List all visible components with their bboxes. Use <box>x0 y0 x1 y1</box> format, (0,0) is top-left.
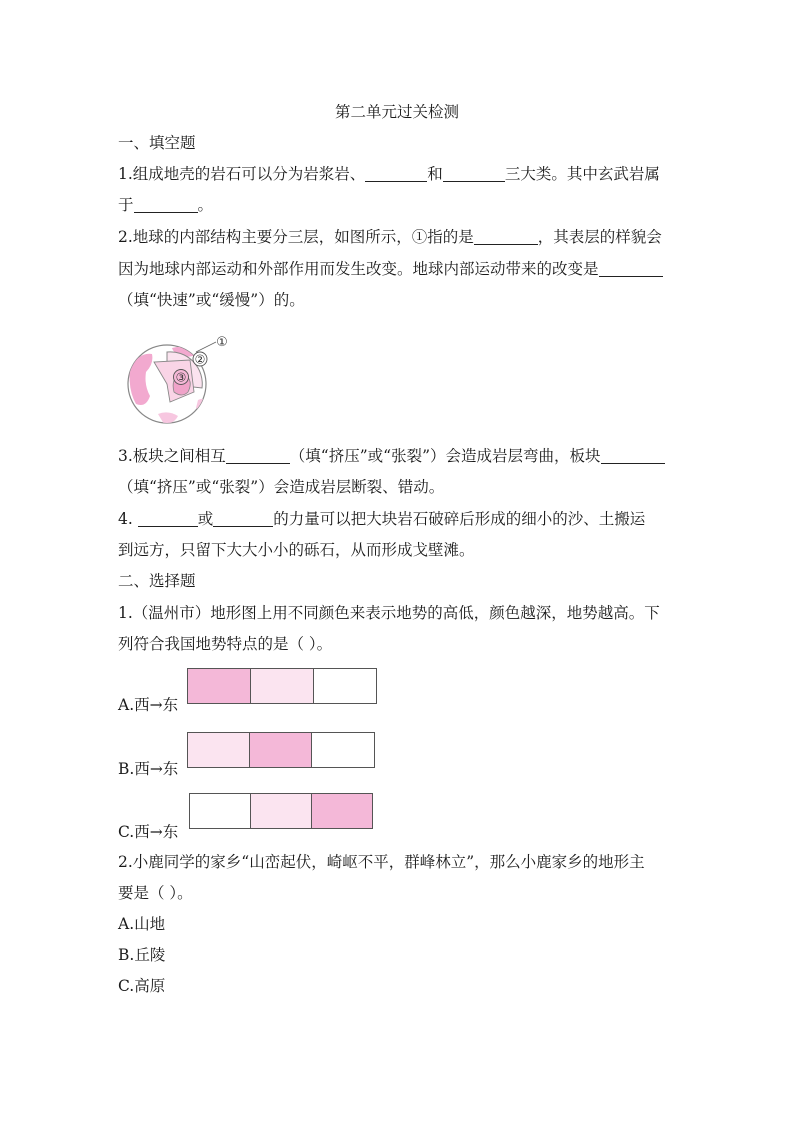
answer-blank[interactable] <box>443 165 505 182</box>
question-2-line-2 <box>118 256 678 282</box>
terrain-cell-west <box>190 794 251 828</box>
q1-text-d: 于 <box>118 196 134 214</box>
question-3-line-2: （填“挤压”或“张裂”）会造成岩层断裂、错动。 <box>118 478 445 496</box>
question-2-line-3: （填“快速”或“缓慢”）的。 <box>118 291 305 309</box>
option-hills[interactable]: B.丘陵 <box>118 946 166 964</box>
section-heading-fill-in: 一、填空题 <box>118 134 196 152</box>
option-plateau[interactable]: C.高原 <box>118 977 166 995</box>
earth-structure-figure <box>124 330 234 434</box>
question-4-line-1 <box>118 506 678 532</box>
answer-blank[interactable] <box>134 196 198 213</box>
answer-blank[interactable] <box>226 447 290 464</box>
question-4-line-2: 到远方，只留下大大小小的砾石，从而形成戈壁滩。 <box>118 541 475 559</box>
terrain-cell-west <box>188 733 250 767</box>
terrain-cell-east <box>312 794 372 828</box>
choice-question-2-line-2: 要是（ ）。 <box>118 884 193 902</box>
choice-question-1-line-1: 1.（温州市）地形图上用不同颜色来表示地势的高低，颜色越深，地势越高。下 <box>118 604 660 622</box>
terrain-cell-middle <box>251 794 312 828</box>
label-crust: ① <box>216 335 228 350</box>
label-leader-1 <box>196 342 216 352</box>
terrain-cell-middle <box>251 669 314 703</box>
q2-text-b: ，其表层的样貌会 <box>537 228 662 246</box>
choice-question-1-line-2: 列符合我国地势特点的是（ ）。 <box>118 635 333 653</box>
option-b-label[interactable]: B.西→东 <box>118 760 179 778</box>
option-c-label[interactable]: C.西→东 <box>118 823 179 841</box>
question-3-line-1 <box>118 443 678 469</box>
label-mantle: ② <box>194 352 206 367</box>
option-a-color-bar[interactable] <box>187 668 377 704</box>
q3-text-a: 3.板块之间相互 <box>118 447 226 465</box>
answer-blank[interactable] <box>213 510 273 527</box>
question-2-line-1 <box>118 224 678 250</box>
q1-text-e: 。 <box>197 196 214 214</box>
option-mountain[interactable]: A.山地 <box>118 915 166 933</box>
terrain-cell-west <box>188 669 251 703</box>
q1-text-b: 和 <box>427 165 443 183</box>
terrain-cell-east <box>314 669 376 703</box>
section-heading-choice: 二、选择题 <box>118 572 196 590</box>
page-title: 第二单元过关检测 <box>334 103 459 121</box>
answer-blank[interactable] <box>474 228 538 245</box>
answer-blank[interactable] <box>365 165 427 182</box>
q1-text-c: 三大类。其中玄武岩属 <box>504 165 660 183</box>
terrain-cell-east <box>312 733 374 767</box>
q2-text-a: 2.地球的内部结构主要分三层，如图所示，①指的是 <box>118 228 474 246</box>
option-a-label[interactable]: A.西→东 <box>118 696 179 714</box>
question-1-line-2 <box>118 192 678 218</box>
option-c-color-bar[interactable] <box>189 793 373 829</box>
terrain-cell-middle <box>250 733 312 767</box>
answer-blank[interactable] <box>138 510 198 527</box>
choice-question-2-line-1: 2.小鹿同学的家乡“山峦起伏，崎岖不平，群峰林立”，那么小鹿家乡的地形主 <box>118 853 645 871</box>
q2-text-c: 因为地球内部运动和外部作用而发生改变。地球内部运动带来的改变是 <box>118 260 599 278</box>
q3-text-b: （填“挤压”或“张裂”）会造成岩层弯曲，板块 <box>289 447 601 465</box>
answer-blank[interactable] <box>599 260 663 277</box>
label-core: ③ <box>175 370 187 385</box>
question-1-line-1 <box>118 161 678 187</box>
q4-text-a: 4. <box>118 510 138 528</box>
answer-blank[interactable] <box>601 447 665 464</box>
q4-text-c: 的力量可以把大块岩石破碎后形成的细小的沙、土搬运 <box>273 510 646 528</box>
q4-text-b: 或 <box>197 510 214 528</box>
q1-text-a: 1.组成地壳的岩石可以分为岩浆岩、 <box>118 165 366 183</box>
option-b-color-bar[interactable] <box>187 732 375 768</box>
